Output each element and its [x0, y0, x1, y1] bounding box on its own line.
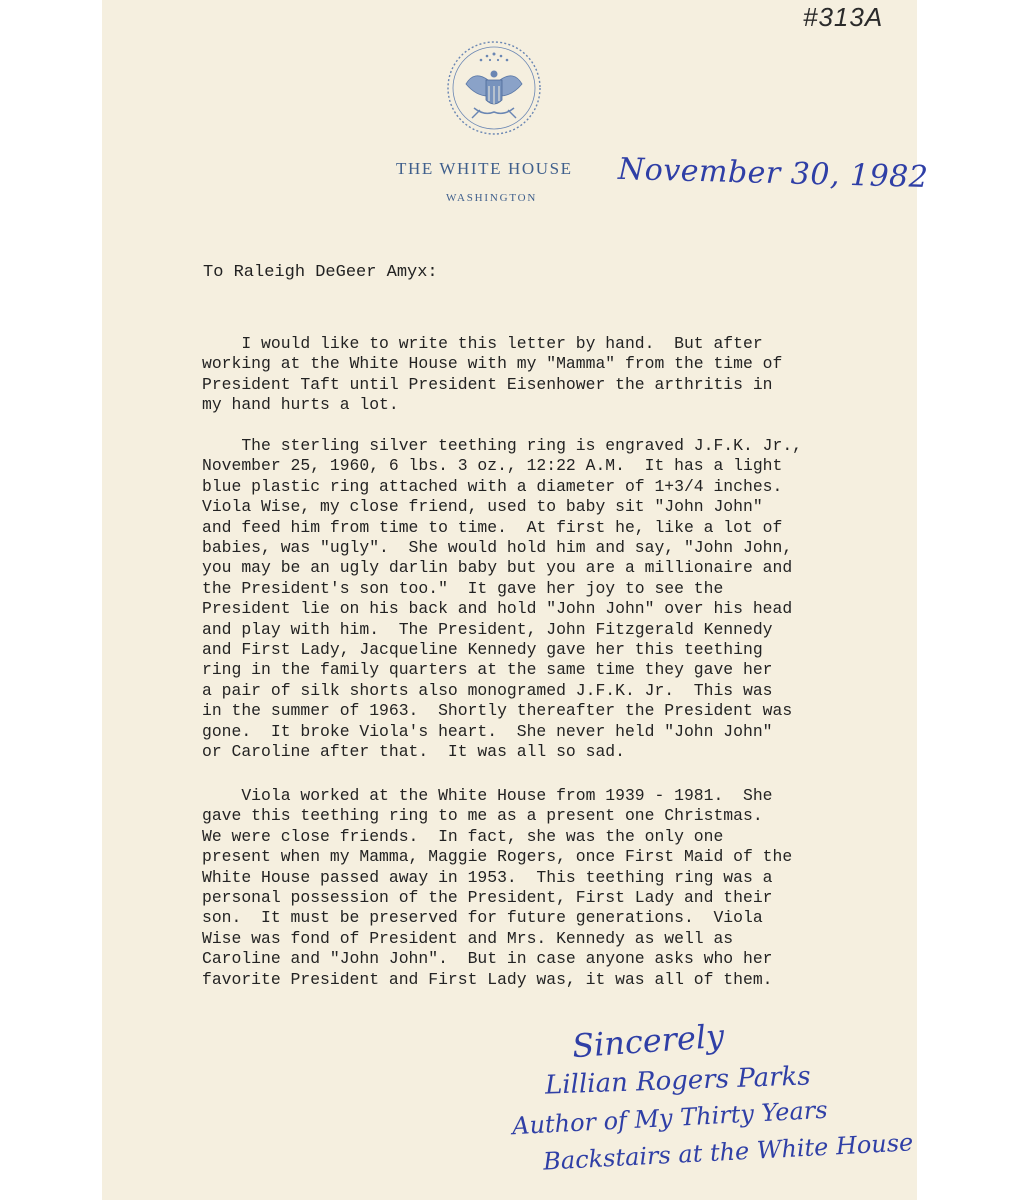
text-line: We were close friends. In fact, she was the only one: [202, 826, 724, 846]
text-line: son. It must be preserved for future generations. Viola: [202, 908, 763, 928]
archive-number: #313A: [803, 2, 884, 32]
presidential-seal-icon: [444, 38, 544, 138]
paragraph-2: [202, 436, 842, 763]
text-line: White House passed away in 1953. This teething ring was a: [202, 867, 773, 887]
text-line: and play with him. The President, John Fitzgerald Kennedy: [202, 619, 773, 639]
text-line: gave this teething ring to me as a present one Christmas.: [202, 806, 763, 826]
text-line: a pair of silk shorts also monogramed J.F.K. Jr. This was: [202, 680, 773, 700]
text-line: Wise was fond of President and Mrs. Kennedy as well as: [202, 928, 734, 948]
text-line: personal possession of the President, First Lady and their: [202, 888, 773, 908]
text-line: in the summer of 1963. Shortly thereafter the President was: [202, 701, 793, 721]
text-line: I would like to write this letter by hand. But after: [202, 334, 763, 353]
signature-name: Lillian Rogers Parks: [544, 1061, 812, 1101]
text-line: ring in the family quarters at the same time they gave her: [202, 660, 773, 680]
salutation: To Raleigh DeGeer Amyx:: [203, 263, 438, 282]
text-line: babies, was "ugly". She would hold him and say, "John John,: [202, 538, 793, 558]
text-line: Viola Wise, my close friend, used to baby sit "John John": [202, 497, 763, 517]
text-line: Viola worked at the White House from 1939 - 1981. She: [202, 786, 773, 805]
text-line: Caroline and "John John". But in case anyone asks who her: [202, 949, 773, 969]
text-line: and feed him from time to time. At first he, like a lot of: [202, 517, 783, 537]
signature-credit-line-1: Author of My Thirty Years: [511, 1095, 829, 1141]
paragraph-1: [202, 334, 842, 416]
text-line: you may be an ugly darlin baby but you are a millionaire and: [202, 558, 793, 578]
text-line: gone. It broke Viola's heart. She never held "John John": [202, 721, 773, 741]
signature-closing: Sincerely: [570, 1016, 726, 1066]
text-line: and First Lady, Jacqueline Kennedy gave her this teething: [202, 640, 763, 660]
signature-credit-line-2: Backstairs at the White House: [542, 1128, 914, 1176]
paragraph-3: [202, 786, 842, 990]
letterhead-title: THE WHITE HOUSE: [396, 159, 573, 178]
text-line: The sterling silver teething ring is engraved J.F.K. Jr.,: [202, 436, 802, 455]
text-line: the President's son too." It gave her joy to see the: [202, 578, 724, 598]
text-line: blue plastic ring attached with a diameter of 1+3/4 inches.: [202, 476, 783, 496]
text-line: President lie on his back and hold "John John" over his head: [202, 599, 793, 619]
letterhead-location: WASHINGTON: [446, 192, 538, 204]
text-line: my hand hurts a lot.: [202, 395, 399, 415]
text-line: present when my Mamma, Maggie Rogers, once First Maid of the: [202, 847, 793, 867]
text-line: favorite President and First Lady was, it was all of them.: [202, 969, 773, 989]
text-line: November 25, 1960, 6 lbs. 3 oz., 12:22 A.M. It has a light: [202, 456, 783, 476]
handwritten-date: November 30, 1982: [617, 151, 929, 196]
text-line: working at the White House with my "Mamma" from the time of: [202, 354, 783, 374]
text-line: or Caroline after that. It was all so sad.: [202, 742, 625, 762]
text-line: President Taft until President Eisenhower the arthritis in: [202, 374, 773, 394]
